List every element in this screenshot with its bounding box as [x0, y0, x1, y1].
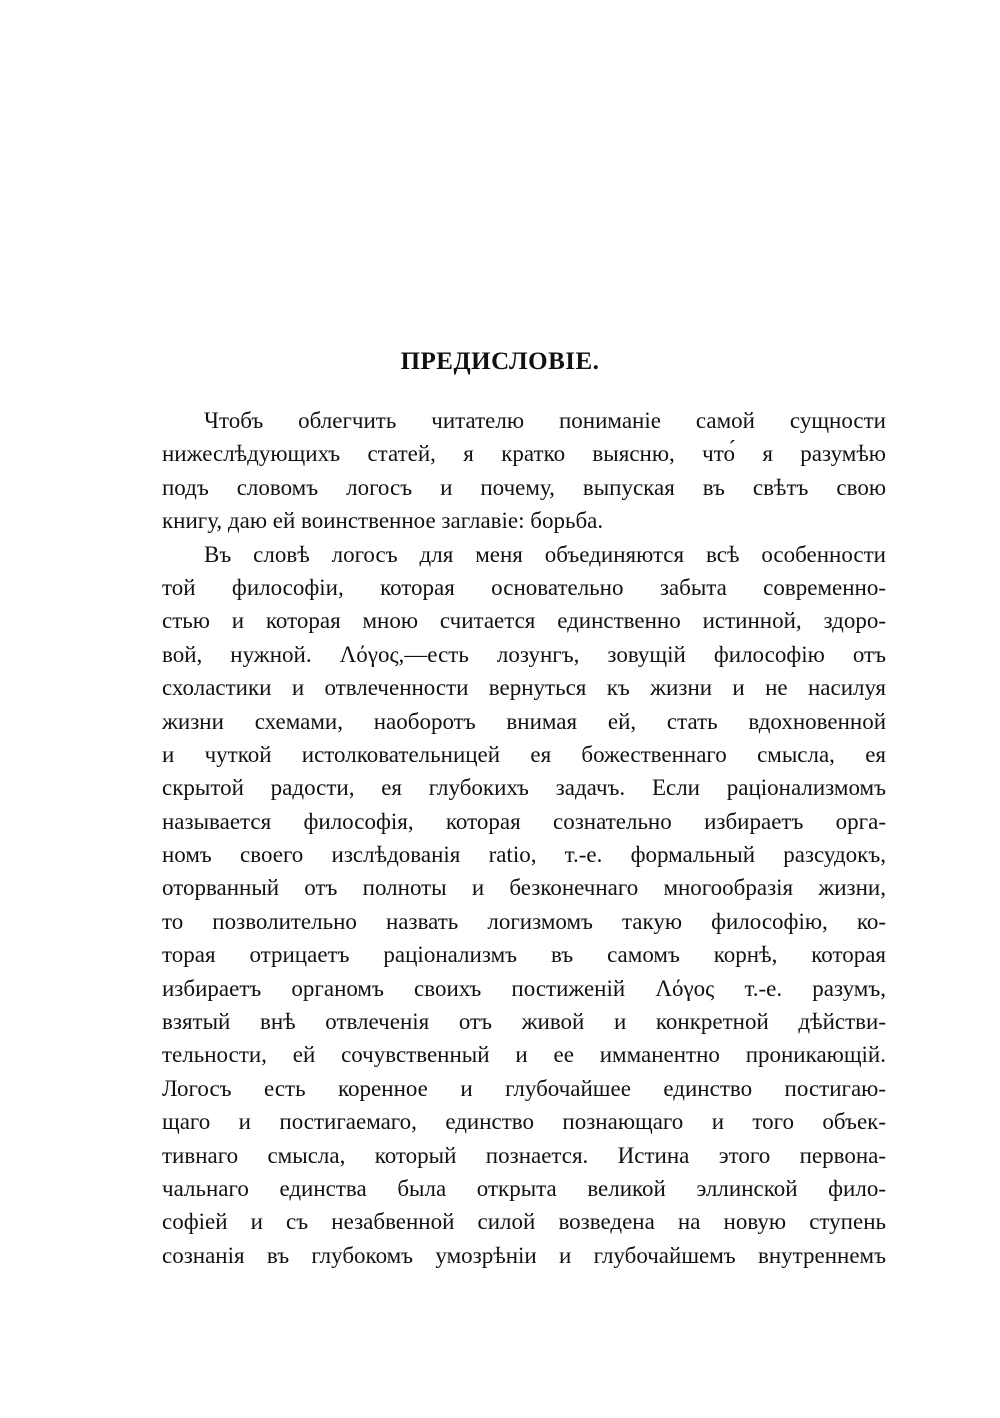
text-line: подъ словомъ логосъ и почему, выпуская въ свѣтъ свою [162, 474, 886, 500]
text-line: и чуткой истолковательницей ея божественнаго смысла, ея [162, 741, 886, 767]
text-line: избираетъ органомъ своихъ постиженій Λόγος т.-е. разумъ, [162, 975, 886, 1001]
text-line: софіей и съ незабвенной силой возведена на новую ступень [162, 1209, 886, 1235]
text-line: щаго и постигаемаго, единство познающаго и того объек- [162, 1109, 886, 1135]
text-line: стью и которая мною считается единственно истинной, здоро- [162, 608, 886, 634]
text-line: оторванный отъ полноты и безконечнаго многообразія жизни, [162, 875, 886, 901]
text-line: торая отрицаетъ раціонализмъ въ самомъ корнѣ, которая [162, 942, 886, 968]
text-line: то позволительно назвать логизмомъ такую философію, ко- [162, 908, 886, 934]
text-line: скрытой радости, ея глубокихъ задачъ. Если раціонализмомъ [162, 775, 886, 801]
text-line: Логосъ есть коренное и глубочайшее единство постигаю- [162, 1075, 886, 1101]
text-line: тельности, ей сочувственный и ее имманентно проникающій. [162, 1042, 886, 1068]
text-line: вой, нужной. Λόγος,—есть лозунгъ, зовущій философію отъ [162, 641, 886, 667]
body-text [162, 404, 886, 1272]
text-line: сознанія въ глубокомъ умозрѣніи и глубочайшемъ внутреннемъ [162, 1242, 886, 1268]
chapter-heading: ПРЕДИСЛОВІЕ. [400, 348, 600, 375]
text-line: той философіи, которая основательно забыта современно- [162, 574, 886, 600]
text-line: взятый внѣ отвлеченія отъ живой и конкретной дѣйстви- [162, 1009, 886, 1035]
text-line: номъ своего изслѣдованія ratio, т.-е. формальный разсудокъ, [162, 842, 886, 868]
text-line: жизни схемами, наоборотъ внимая ей, стать вдохновенной [162, 708, 886, 734]
text-line: Чтобъ облегчить читателю пониманіе самой сущности [204, 408, 886, 433]
text-line: тивнаго смысла, который познается. Истина этого первона- [162, 1142, 886, 1168]
text-line: чальнаго единства была открыта великой эллинской фило- [162, 1175, 886, 1201]
text-line: называется философія, которая сознательно избираетъ орга- [162, 808, 886, 834]
text-line: схоластики и отвлеченности вернуться къ жизни и не насилуя [162, 675, 886, 701]
text-line: нижеслѣдующихъ статей, я кратко выясню, что́ я разумѣю [162, 441, 886, 467]
text-line: книгу, даю ей воинственное заглавіе: борьба. [162, 508, 604, 534]
text-line: Въ словѣ логосъ для меня объединяются всѣ особенности [204, 541, 886, 567]
